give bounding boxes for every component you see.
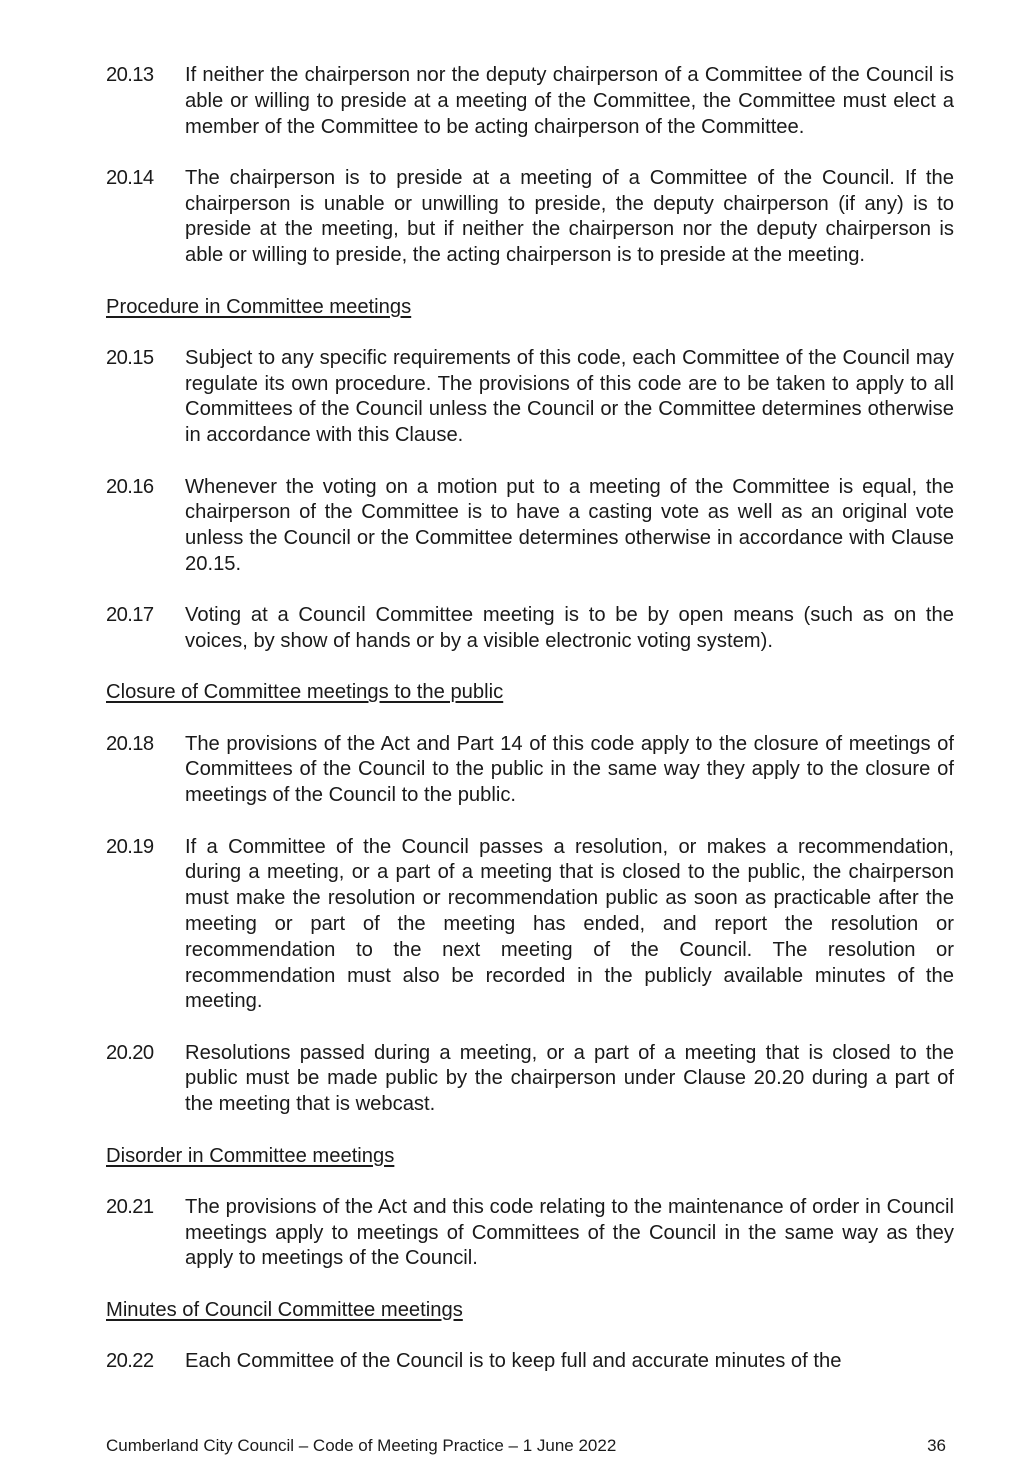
- clause-20-22: [106, 1349, 954, 1375]
- clause-number: 20.15: [106, 346, 154, 369]
- clause-number: 20.14: [106, 166, 154, 189]
- clause-20-13: [106, 63, 954, 140]
- clause-20-17: [106, 603, 954, 655]
- clause-text: The provisions of the Act and Part 14 of this code apply to the closure of meetings of Committees of the Council to the public in the same way they apply to the closure of meetings of the Council to the public.: [185, 732, 954, 807]
- clause-number: 20.22: [106, 1349, 154, 1372]
- clause-text: If neither the chairperson nor the deputy chairperson of a Committee of the Council is able or willing to preside at a meeting of the Committee, the Committee must elect a member of the Committee to be acting chairperson of the Committee.: [185, 64, 954, 138]
- page-footer: [106, 1436, 946, 1456]
- clause-text: Voting at a Council Committee meeting is to be by open means (such as on the voices, by show of hands or by a visible electronic voting system).: [185, 604, 954, 653]
- section-heading-disorder: Disorder in Committee meetings: [106, 1144, 395, 1167]
- clause-number: 20.18: [106, 732, 154, 755]
- clause-text: If a Committee of the Council passes a resolution, or makes a recommendation, during a meeting, or a part of a meeting that is closed to the public, the chairperson must make the resolution or recommendation public as soon as practicable after the meeting or part of the meeting has ended, and report the resolution or recommendation to the next meeting of the Council. The resolution or recommendation must also be recorded in the publicly available minutes of the meeting.: [185, 835, 954, 1013]
- clause-20-16: [106, 475, 954, 578]
- clause-text: Resolutions passed during a meeting, or a part of a meeting that is closed to the public must be made public by the chairperson under Clause 20.20 during a part of the meeting that is webcast.: [185, 1041, 954, 1116]
- clause-text: The chairperson is to preside at a meeting of a Committee of the Council. If the chairperson is unable or unwilling to preside, the deputy chairperson (if any) is to preside at the meeting, but if neither the chairperson nor the deputy chairperson is able or willing to preside, the acting chairperson is to preside at the meeting.: [185, 166, 954, 267]
- clause-number: 20.19: [106, 835, 154, 858]
- clause-text: Each Committee of the Council is to keep full and accurate minutes of the: [185, 1349, 842, 1372]
- clause-20-19: [106, 835, 954, 1016]
- section-heading-minutes: Minutes of Council Committee meetings: [106, 1298, 463, 1321]
- footer-document-title: Cumberland City Council – Code of Meeting Practice – 1 June 2022: [106, 1436, 617, 1455]
- clause-text: The provisions of the Act and this code relating to the maintenance of order in Council meetings apply to meetings of Committees of the Council in the same way as they apply to meetings of the Council.: [185, 1195, 954, 1270]
- section-heading-closure: Closure of Committee meetings to the public: [106, 681, 504, 704]
- clause-20-15: [106, 346, 954, 449]
- clause-number: 20.20: [106, 1041, 154, 1064]
- document-body: [106, 63, 954, 1400]
- clause-20-18: [106, 732, 954, 809]
- page-number: 36: [927, 1436, 946, 1455]
- clause-number: 20.21: [106, 1195, 154, 1218]
- clause-number: 20.16: [106, 475, 154, 498]
- clause-number: 20.17: [106, 604, 154, 627]
- clause-text: Subject to any specific requirements of this code, each Committee of the Council may regulate its own procedure. The provisions of this code are to be taken to apply to all Committees of the Council unless the Council or the Committee determines otherwise in accordance with this Clause.: [185, 346, 954, 447]
- clause-20-20: [106, 1041, 954, 1118]
- clause-text: Whenever the voting on a motion put to a meeting of the Committee is equal, the chairperson of the Committee is to have a casting vote as well as an original vote unless the Council or the Committee determines otherwise in accordance with Clause 20.15.: [185, 475, 954, 575]
- clause-20-21: [106, 1195, 954, 1272]
- section-heading-procedure: Procedure in Committee meetings: [106, 295, 412, 318]
- clause-number: 20.13: [106, 64, 154, 86]
- clause-20-14: [106, 166, 954, 269]
